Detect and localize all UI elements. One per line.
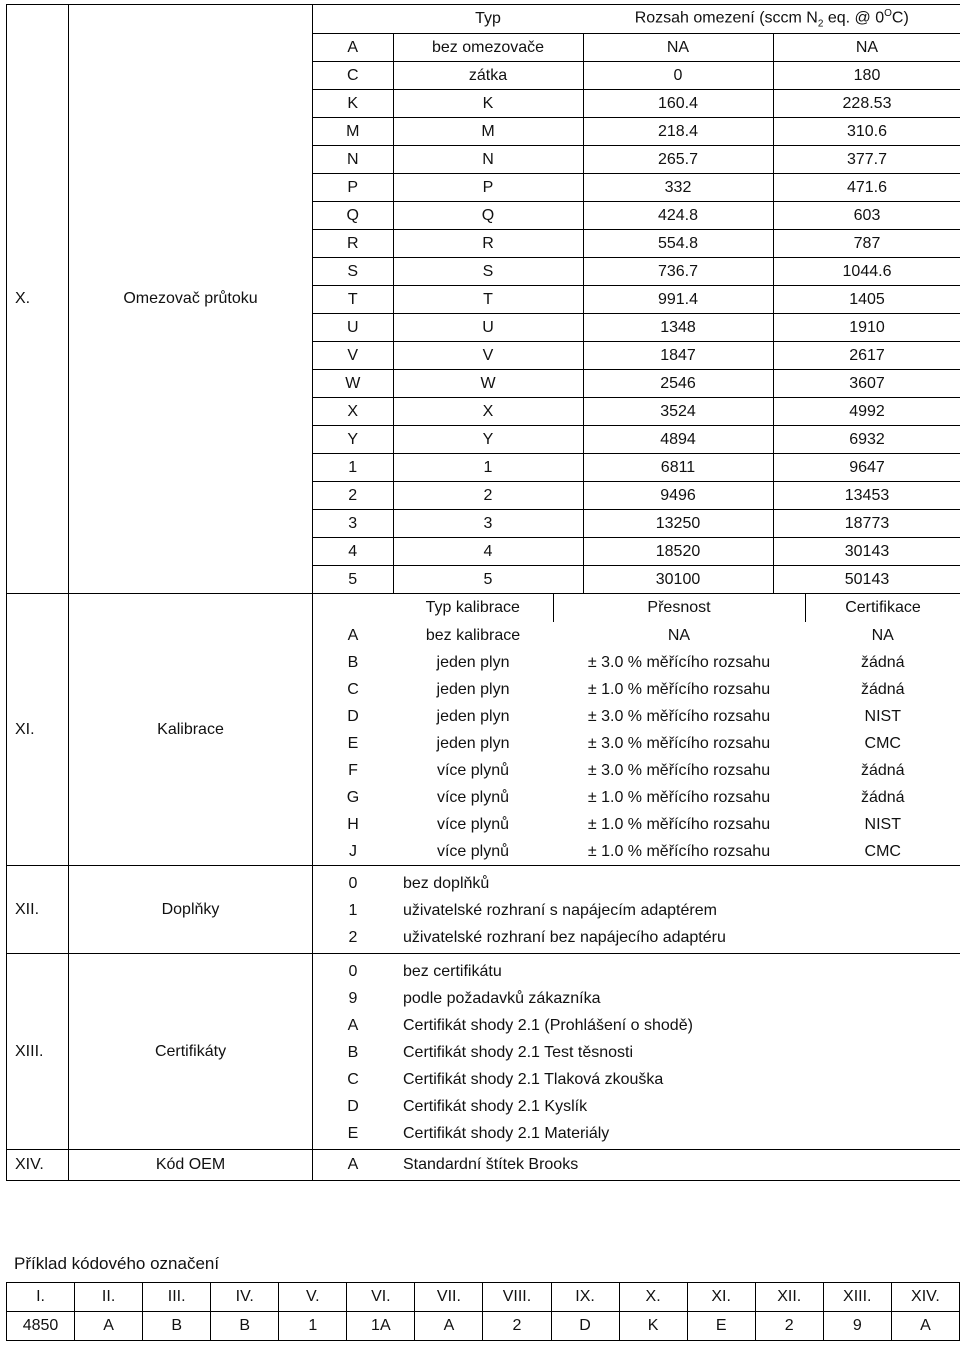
list-item (313, 870, 960, 897)
table-row (313, 730, 960, 757)
limiter-type: 2 (393, 482, 583, 510)
example-position-value: A (75, 1312, 143, 1341)
table-row (313, 62, 960, 90)
table-row (313, 202, 960, 230)
range-max: 30143 (773, 538, 960, 566)
table-row (313, 703, 960, 730)
limiter-type: N (393, 146, 583, 174)
section-flow-limiter (7, 5, 960, 594)
example-position-value: K (619, 1312, 687, 1341)
header-certification: Certifikace (805, 594, 960, 622)
table-row (313, 146, 960, 174)
calibration-type: jeden plyn (436, 680, 510, 698)
calibration-type: jeden plyn (436, 734, 510, 752)
certification: NIST (805, 703, 960, 730)
range-max: 787 (773, 230, 960, 258)
section-oem (7, 1150, 960, 1181)
list-item (313, 958, 960, 985)
certification: žádná (805, 757, 960, 784)
range-min: 554.8 (583, 230, 773, 258)
limiter-type: U (393, 314, 583, 342)
range-min: 3524 (583, 398, 773, 426)
list-item (313, 897, 960, 924)
limiter-type: R (393, 230, 583, 258)
option-code: B (347, 653, 359, 671)
certification: NA (805, 622, 960, 649)
table-row (313, 482, 960, 510)
option-code: K (313, 90, 393, 118)
option-code: M (313, 118, 393, 146)
range-min: 6811 (583, 454, 773, 482)
section-calibration (7, 594, 960, 866)
table-row (313, 426, 960, 454)
section-accessories (7, 866, 960, 954)
range-min: 30100 (583, 566, 773, 594)
flow-limiter-header (313, 5, 960, 34)
range-max: 4992 (773, 398, 960, 426)
example-position-header: II. (75, 1283, 143, 1312)
option-code: T (313, 286, 393, 314)
option-code: C (313, 62, 393, 90)
table-row (313, 34, 960, 62)
range-min: NA (583, 34, 773, 62)
accuracy: ± 3.0 % měřícího rozsahu (587, 653, 771, 671)
table-row (313, 454, 960, 482)
example-position-header: IV. (211, 1283, 279, 1312)
range-min: 13250 (583, 510, 773, 538)
spec-sheet (6, 4, 960, 1181)
table-row (313, 757, 960, 784)
table-row (313, 784, 960, 811)
example-position-header: XII. (755, 1283, 823, 1312)
limiter-type: X (393, 398, 583, 426)
accuracy: ± 1.0 % měřícího rozsahu (587, 680, 771, 698)
option-label: Certifikát shody 2.1 (Prohlášení o shodě) (403, 1016, 693, 1034)
section-certificates (7, 954, 960, 1150)
range-min: 991.4 (583, 286, 773, 314)
option-code: S (313, 258, 393, 286)
section-number: X. (7, 5, 69, 594)
list-item (313, 985, 960, 1012)
example-position-value: 4850 (7, 1312, 75, 1341)
example-position-header: XI. (687, 1283, 755, 1312)
option-label: Certifikát shody 2.1 Kyslík (403, 1097, 588, 1115)
option-label: uživatelské rozhraní bez napájecího adaptéru (403, 928, 726, 946)
certificates-table (313, 958, 960, 1147)
table-row (313, 566, 960, 594)
section-name: Kód OEM (69, 1150, 313, 1181)
range-min: 0 (583, 62, 773, 90)
limiter-type: 5 (393, 566, 583, 594)
option-label: Certifikát shody 2.1 Test těsnosti (403, 1043, 634, 1061)
section-number: XIV. (7, 1150, 69, 1181)
limiter-type: 4 (393, 538, 583, 566)
range-max: 6932 (773, 426, 960, 454)
option-label: uživatelské rozhraní s napájecím adaptérem (403, 901, 717, 919)
option-label: bez doplňků (403, 874, 490, 892)
example-position-header: I. (7, 1283, 75, 1312)
range-max: 377.7 (773, 146, 960, 174)
range-min: 1348 (583, 314, 773, 342)
certification: NIST (805, 811, 960, 838)
section-name: Kalibrace (69, 594, 313, 866)
range-max: 18773 (773, 510, 960, 538)
section-name: Omezovač průtoku (69, 5, 313, 594)
list-item (313, 924, 960, 951)
range-max: 1910 (773, 314, 960, 342)
calibration-type: více plynů (436, 815, 510, 833)
limiter-type: T (393, 286, 583, 314)
example-title: Příklad kódového označení (14, 1254, 220, 1273)
option-code: 3 (313, 510, 393, 538)
table-row (313, 342, 960, 370)
table-row (313, 258, 960, 286)
example-position-value: 2 (483, 1312, 551, 1341)
option-code: P (313, 174, 393, 202)
list-item (313, 1120, 960, 1147)
range-max: 310.6 (773, 118, 960, 146)
calibration-type: jeden plyn (436, 707, 510, 725)
example-position-value: B (143, 1312, 211, 1341)
option-code: C (347, 680, 359, 698)
option-code: N (313, 146, 393, 174)
option-code: D (347, 1097, 359, 1115)
range-max: 50143 (773, 566, 960, 594)
table-row (313, 90, 960, 118)
certification: žádná (805, 649, 960, 676)
range-max: 1405 (773, 286, 960, 314)
accuracy: ± 3.0 % měřícího rozsahu (587, 761, 771, 779)
range-min: 218.4 (583, 118, 773, 146)
table-row (313, 538, 960, 566)
limiter-type: V (393, 342, 583, 370)
range-min: 9496 (583, 482, 773, 510)
example-position-value: B (211, 1312, 279, 1341)
example-value-row (7, 1312, 960, 1341)
range-max: 471.6 (773, 174, 960, 202)
example-position-header: VIII. (483, 1283, 551, 1312)
option-code: W (313, 370, 393, 398)
option-code: U (313, 314, 393, 342)
table-row (313, 314, 960, 342)
option-code: 0 (348, 874, 358, 892)
range-min: 2546 (583, 370, 773, 398)
limiter-type: W (393, 370, 583, 398)
limiter-type: bez omezovače (393, 34, 583, 62)
option-code: 0 (348, 962, 358, 980)
table-row (313, 622, 960, 649)
table-row (313, 286, 960, 314)
calibration-header (313, 594, 960, 622)
header-range: Rozsah omezení (sccm $N_2$ eq. @ $0^OC$) (583, 5, 960, 34)
option-code: A (313, 34, 393, 62)
option-code: 2 (348, 928, 358, 946)
range-max: NA (773, 34, 960, 62)
example-position-header: V. (279, 1283, 347, 1312)
option-code: E (347, 734, 359, 752)
option-code: V (313, 342, 393, 370)
option-label: Standardní štítek Brooks (403, 1156, 579, 1173)
list-item (313, 1039, 960, 1066)
oem-table (313, 1150, 960, 1180)
option-code: C (347, 1070, 359, 1088)
option-code: F (348, 761, 358, 779)
option-code: A (347, 1016, 359, 1034)
range-max: 603 (773, 202, 960, 230)
option-code: E (347, 1124, 359, 1142)
section-number: XI. (7, 594, 69, 866)
option-code: 9 (348, 989, 358, 1007)
calibration-table (313, 594, 960, 865)
option-label: Certifikát shody 2.1 Materiály (403, 1124, 610, 1142)
header-calibration-type: Typ kalibrace (393, 594, 553, 622)
limiter-type: Y (393, 426, 583, 454)
range-max: 180 (773, 62, 960, 90)
section-name: Doplňky (69, 866, 313, 954)
range-max: 228.53 (773, 90, 960, 118)
option-label: bez certifikátu (403, 962, 502, 980)
certification: žádná (805, 676, 960, 703)
table-row (313, 398, 960, 426)
option-code: G (346, 788, 360, 806)
example-position-value: 1A (347, 1312, 415, 1341)
range-min: 424.8 (583, 202, 773, 230)
option-code: 5 (313, 566, 393, 594)
example-position-header: IX. (551, 1283, 619, 1312)
range-max: 3607 (773, 370, 960, 398)
example-position-value: D (551, 1312, 619, 1341)
range-max: 13453 (773, 482, 960, 510)
option-label: podle požadavků zákazníka (403, 989, 601, 1007)
option-code: 1 (313, 454, 393, 482)
range-min: 18520 (583, 538, 773, 566)
range-min: 332 (583, 174, 773, 202)
accuracy: ± 1.0 % měřícího rozsahu (587, 788, 771, 806)
example-position-value: E (687, 1312, 755, 1341)
example-position-header: X. (619, 1283, 687, 1312)
table-row (313, 649, 960, 676)
option-code: A (347, 626, 359, 644)
option-code: B (347, 1043, 359, 1061)
certification: CMC (805, 730, 960, 757)
accuracy: NA (667, 626, 691, 644)
header-accuracy: Přesnost (553, 594, 805, 622)
range-min: 4894 (583, 426, 773, 454)
accessories-table (313, 870, 960, 951)
range-max: 1044.6 (773, 258, 960, 286)
option-code: X (313, 398, 393, 426)
calibration-type: bez kalibrace (425, 626, 521, 644)
ordering-code-table (6, 4, 960, 1181)
option-code: 1 (348, 901, 358, 919)
limiter-type: K (393, 90, 583, 118)
table-row (313, 174, 960, 202)
list-item (313, 1066, 960, 1093)
option-code: 2 (313, 482, 393, 510)
limiter-type: Q (393, 202, 583, 230)
option-code: H (347, 815, 359, 833)
table-row (313, 370, 960, 398)
limiter-type: S (393, 258, 583, 286)
list-item (313, 1012, 960, 1039)
example-position-header: XIII. (823, 1283, 891, 1312)
table-row (313, 118, 960, 146)
calibration-type: více plynů (436, 788, 510, 806)
limiter-type: P (393, 174, 583, 202)
option-code: Q (313, 202, 393, 230)
range-max: 9647 (773, 454, 960, 482)
list-item (313, 1093, 960, 1120)
example-position-value: 1 (279, 1312, 347, 1341)
option-label: Certifikát shody 2.1 Tlaková zkouška (403, 1070, 664, 1088)
section-number: XII. (7, 866, 69, 954)
calibration-type: více plynů (436, 842, 510, 860)
limiter-type: zátka (393, 62, 583, 90)
option-code: A (347, 1156, 359, 1173)
option-code: D (347, 707, 359, 725)
example-header-row (7, 1283, 960, 1312)
example-position-value: 9 (823, 1312, 891, 1341)
section-number: XIII. (7, 954, 69, 1150)
limiter-type: 3 (393, 510, 583, 538)
example-position-value: A (891, 1312, 959, 1341)
range-max: 2617 (773, 342, 960, 370)
accuracy: ± 3.0 % měřícího rozsahu (587, 734, 771, 752)
calibration-type: více plynů (436, 761, 510, 779)
limiter-type: M (393, 118, 583, 146)
certification: CMC (805, 838, 960, 865)
accuracy: ± 3.0 % měřícího rozsahu (587, 707, 771, 725)
list-item (313, 1150, 960, 1180)
option-code: J (349, 842, 357, 860)
section-name: Certifikáty (69, 954, 313, 1150)
range-min: 265.7 (583, 146, 773, 174)
certification: žádná (805, 784, 960, 811)
table-row (313, 676, 960, 703)
accuracy: ± 1.0 % měřícího rozsahu (587, 842, 771, 860)
header-type: Typ (475, 10, 501, 27)
example-code-table (6, 1282, 960, 1341)
option-code: 4 (313, 538, 393, 566)
example-position-value: 2 (755, 1312, 823, 1341)
option-code: Y (313, 426, 393, 454)
flow-limiter-table (313, 5, 960, 593)
table-row (313, 811, 960, 838)
table-row (313, 838, 960, 865)
example-position-value: A (415, 1312, 483, 1341)
calibration-type: jeden plyn (436, 653, 510, 671)
limiter-type: 1 (393, 454, 583, 482)
table-row (313, 510, 960, 538)
example-position-header: VII. (415, 1283, 483, 1312)
example-position-header: VI. (347, 1283, 415, 1312)
option-code: R (313, 230, 393, 258)
example-position-header: XIV. (891, 1283, 959, 1312)
table-row (313, 230, 960, 258)
example-position-header: III. (143, 1283, 211, 1312)
accuracy: ± 1.0 % měřícího rozsahu (587, 815, 771, 833)
range-min: 160.4 (583, 90, 773, 118)
range-min: 736.7 (583, 258, 773, 286)
range-min: 1847 (583, 342, 773, 370)
